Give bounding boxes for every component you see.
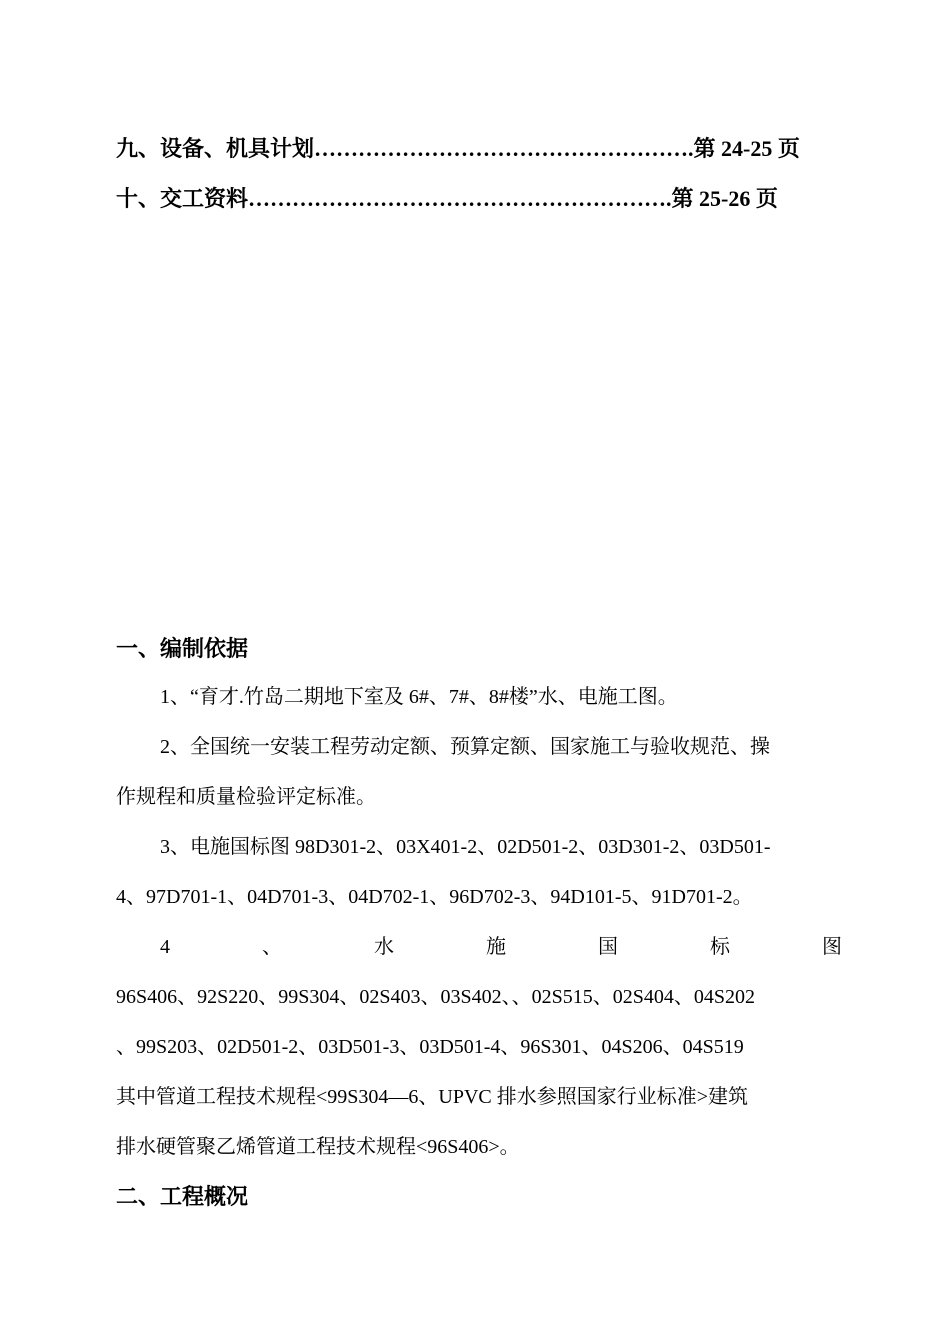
justified-token: 国 <box>598 936 618 958</box>
paragraph-line: 3、电施国标图 98D301-2、03X401-2、02D501-2、03D301-2、03D501- <box>160 836 771 858</box>
basis-item-1 <box>116 672 842 722</box>
paragraph-line: 1、“育才.竹岛二期地下室及 6#、7#、8#楼”水、电施工图。 <box>160 686 678 708</box>
paragraph-line: 、99S203、02D501-2、03D501-3、03D501-4、96S301、04S206、04S519 <box>116 1036 744 1058</box>
toc-entry-leader: …………………………………………… <box>314 136 689 161</box>
paragraph-line: 4、97D701-1、04D701-3、04D702-1、96D702-3、94D101-5、91D701-2。 <box>116 886 753 908</box>
justified-token: 图 <box>822 936 842 958</box>
justified-token: 4 <box>160 936 170 958</box>
paragraph-line: 其中管道工程技术规程<99S304—6、UPVC 排水参照国家行业标准>建筑 <box>116 1086 749 1108</box>
paragraph-line: 排水硬管聚乙烯管道工程技术规程<96S406>。 <box>116 1136 520 1158</box>
justified-token: 施 <box>486 936 506 958</box>
toc-entry-label: 九、设备、机具计划 <box>116 136 315 161</box>
section-heading-overview: 二、工程概况 <box>116 1184 249 1209</box>
justified-token: 、 <box>262 936 282 958</box>
justified-token: 水 <box>374 936 394 958</box>
basis-item-3 <box>116 822 842 922</box>
basis-item-4 <box>116 922 842 1172</box>
justified-token: 标 <box>710 936 730 958</box>
toc-entry-page: .第 24-25 页 <box>688 136 800 161</box>
basis-item-2 <box>116 722 842 822</box>
toc-entry-label: 十、交工资料 <box>116 186 249 211</box>
paragraph-line: 96S406、92S220、99S304、02S403、03S402、、02S515、02S404、04S202 <box>116 986 755 1008</box>
section-heading-basis: 一、编制依据 <box>116 636 249 661</box>
toc-entry-page: .第 25-26 页 <box>666 186 778 211</box>
toc-entry-9 <box>116 134 800 164</box>
paragraph-line-justified <box>116 922 842 972</box>
toc-entry-leader: ………………………………………………… <box>248 186 667 211</box>
toc-entry-10 <box>116 184 786 214</box>
paragraph-line: 2、全国统一安装工程劳动定额、预算定额、国家施工与验收规范、操 <box>160 736 770 758</box>
paragraph-line: 作规程和质量检验评定标准。 <box>116 786 376 808</box>
